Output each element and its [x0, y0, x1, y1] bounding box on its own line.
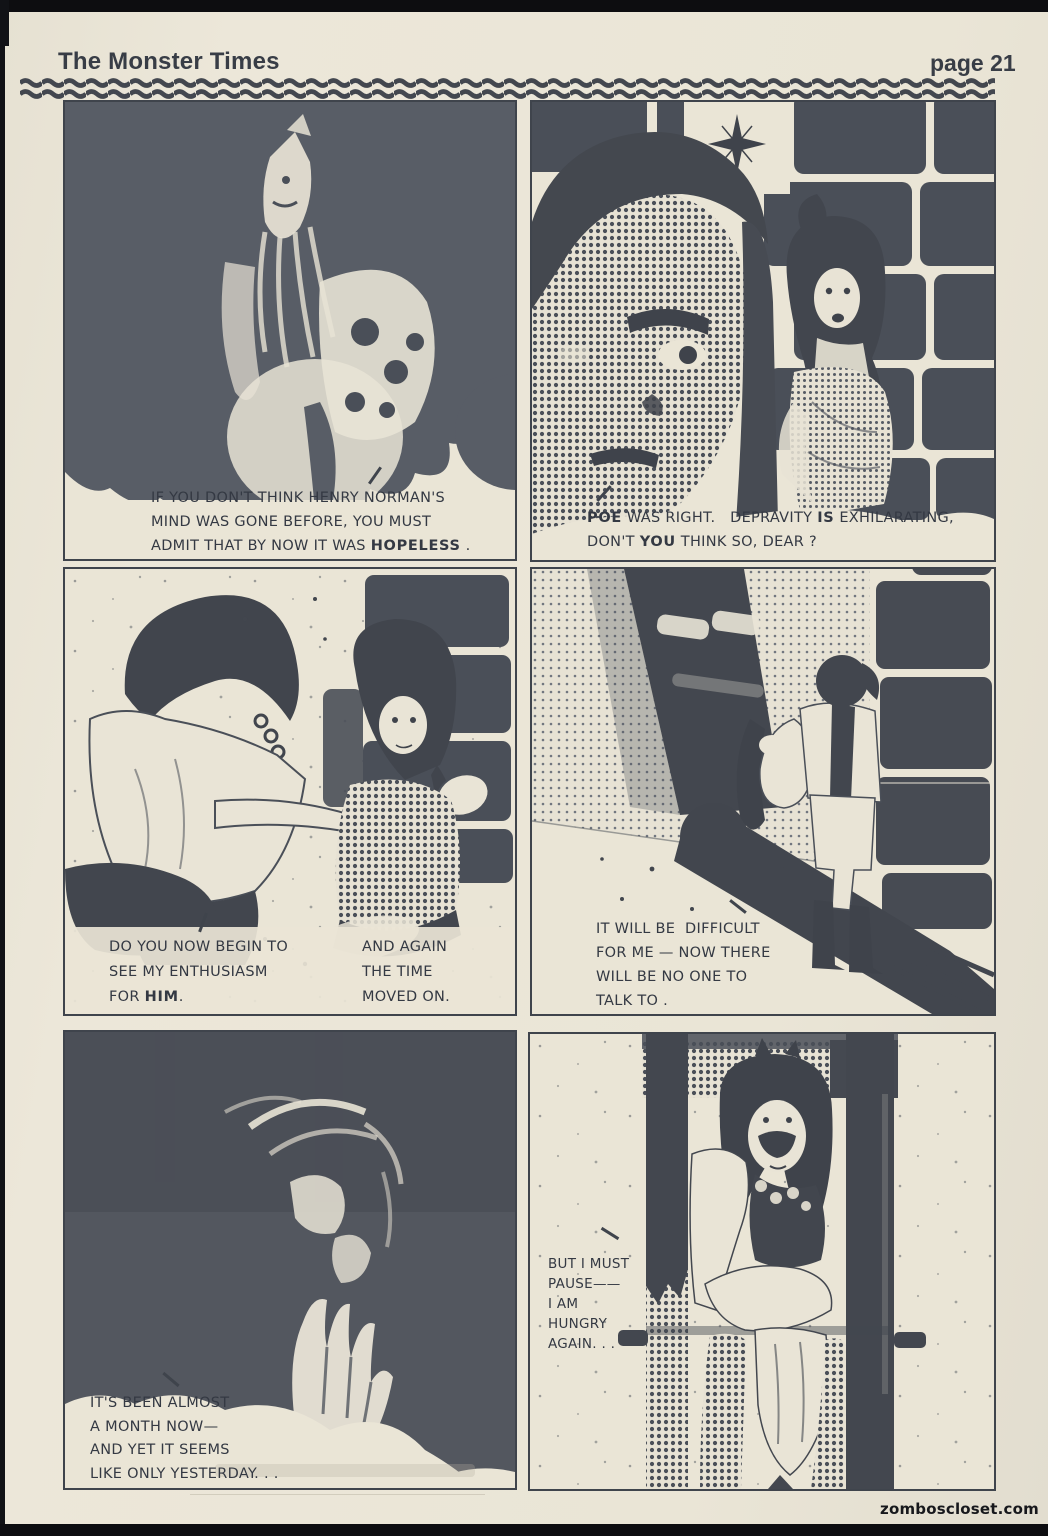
- wavy-divider: [20, 77, 995, 101]
- masthead-title: The Monster Times: [58, 48, 280, 75]
- comic-panel-6: [528, 1032, 996, 1491]
- page-left-border: [0, 0, 5, 1536]
- panel-2-artwork: [532, 102, 994, 560]
- caption-panel-5: IT'S BEEN ALMOST A MONTH NOW— AND YET IT SEEMS LIKE ONLY YESTERDAY. . .: [90, 1395, 279, 1482]
- comic-panel-1: [63, 100, 517, 561]
- caption-panel-1: IF YOU DON'T THINK HENRY NORMAN'S MIND WAS GONE BEFORE, YOU MUST ADMIT THAT BY NOW IT WAS HOPELESS .: [151, 490, 471, 554]
- page-top-border: [0, 0, 1048, 12]
- print-through-line: [190, 1494, 485, 1495]
- comic-panel-5: [63, 1030, 517, 1490]
- comic-panel-3: [63, 567, 517, 1016]
- caption-panel-2: POE WAS RIGHT. DEPRAVITY IS EXHILARATING, DON'T YOU THINK SO, DEAR ?: [587, 510, 954, 550]
- caption-panel-3-right: AND AGAIN THE TIME MOVED ON.: [362, 939, 451, 1005]
- page-number: page 21: [930, 50, 1016, 76]
- corner-ink-blot: [0, 0, 9, 46]
- comic-panel-2: [530, 100, 996, 562]
- comic-panel-4: [530, 567, 996, 1016]
- caption-panel-3-left: DO YOU NOW BEGIN TO SEE MY ENTHUSIASM FOR HIM.: [109, 939, 289, 1005]
- watermark: zomboscloset.com: [880, 1500, 1039, 1518]
- page-bottom-border: [0, 1524, 1048, 1536]
- caption-panel-6: BUT I MUST PAUSE—— I AM HUNGRY AGAIN. . .: [548, 1256, 630, 1352]
- caption-panel-4: IT WILL BE DIFFICULT FOR ME — NOW THERE WILL BE NO ONE TO TALK TO .: [596, 921, 771, 1009]
